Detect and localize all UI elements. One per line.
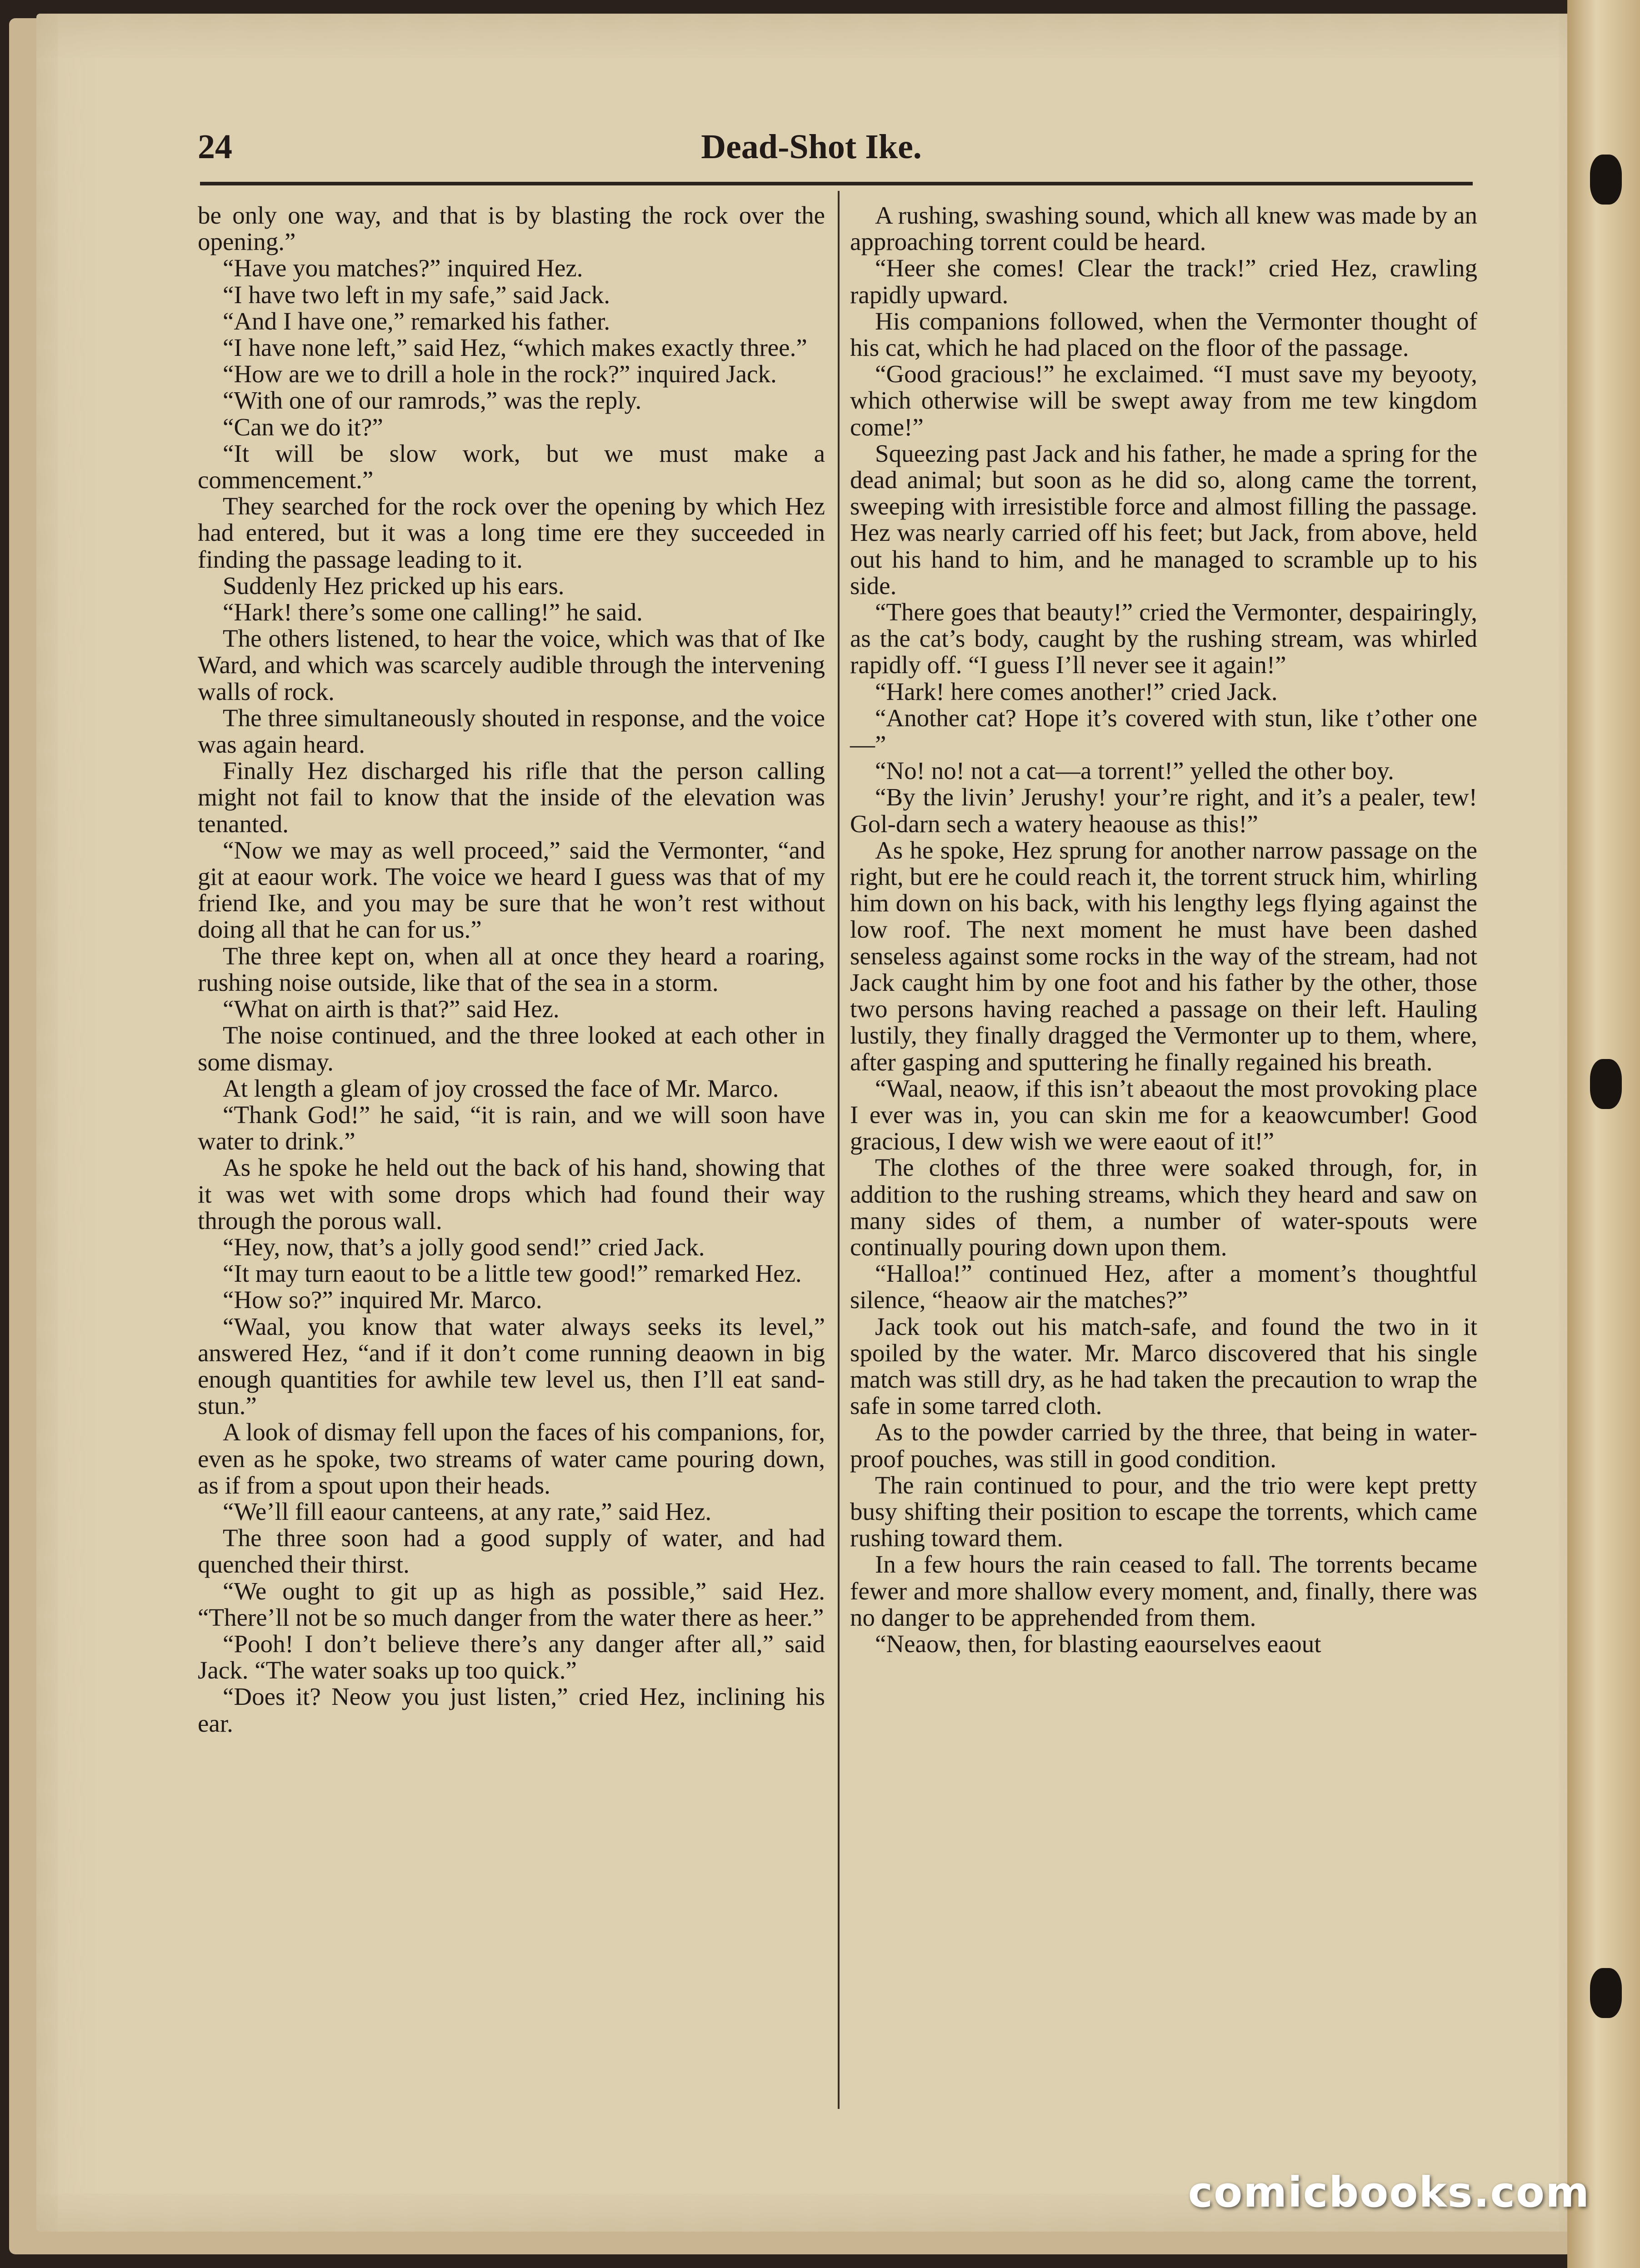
paragraph: Finally Hez discharged his rifle that the person calling might not fail to know that the inside of the elevation was tenanted. xyxy=(198,757,825,838)
paragraph: A rushing, swashing sound, which all knew was made by an approaching torrent could be heard. xyxy=(850,201,1477,256)
page-number: 24 xyxy=(198,128,232,166)
paragraph: “Good gracious!” he exclaimed. “I must save my beyooty, which otherwise will be swept away from me tew kingdom come!” xyxy=(850,360,1477,441)
paragraph: A look of dismay fell upon the faces of his companions, for, even as he spoke, two streams of water came pouring down, as if from a spout upon their heads. xyxy=(198,1418,825,1499)
paragraph: “Waal, neaow, if this isn’t abeaout the most provoking place I ever was in, you can skin me for a keaowcumber! Good gracious, I dew wish we were eaout of it!” xyxy=(850,1074,1477,1155)
paragraph: “Now we may as well proceed,” said the Vermonter, “and git at eaour work. The voice we heard I guess was that of my friend Ike, and you may be sure that he won’t rest without doing all that he can for us.” xyxy=(198,836,825,944)
paragraph: “Can we do it?” xyxy=(223,413,383,441)
paragraph: They searched for the rock over the opening by which Hez had entered, but it was a long time ere they succeeded in finding the passage leading to it. xyxy=(198,492,825,573)
paragraph: At length a gleam of joy crossed the face of Mr. Marco. xyxy=(223,1074,779,1102)
running-title: Dead-Shot Ike. xyxy=(701,128,922,166)
paragraph: “What on airth is that?” said Hez. xyxy=(223,995,560,1023)
paragraph: “Hark! there’s some one calling!” he said. xyxy=(223,598,643,626)
paragraph: “We ought to git up as high as possible,” said Hez. “There’ll not be so much danger from the water there as heer.” xyxy=(198,1577,825,1631)
paragraph: In a few hours the rain ceased to fall. The torrents became fewer and more shallow every moment, and, finally, there was no danger to be apprehended from them. xyxy=(850,1550,1477,1631)
header-rule xyxy=(200,182,1473,185)
paragraph: “Have you matches?” inquired Hez. xyxy=(223,254,583,282)
site-watermark: comicbooks.com xyxy=(1188,2168,1590,2217)
binding-hole xyxy=(1590,155,1622,205)
paragraph: The others listened, to hear the voice, which was that of Ike Ward, and which was scarcely audible through the intervening walls of rock. xyxy=(198,624,825,705)
paragraph: “Halloa!” continued Hez, after a moment’s thoughtful silence, “heaow air the matches?” xyxy=(850,1259,1477,1314)
paragraph: “It may turn eaout to be a little tew good!” remarked Hez. xyxy=(223,1259,802,1288)
paragraph: Jack took out his match-safe, and found the two in it spoiled by the water. Mr. Marco discovered that his single match was still dry, as he had taken the precaution to wrap the safe in some tarred cloth. xyxy=(850,1312,1477,1420)
binding-hole xyxy=(1590,1968,1622,2018)
paragraph: “It will be slow work, but we must make a commencement.” xyxy=(198,439,825,494)
page-header xyxy=(164,123,1459,177)
paragraph: “Pooh! I don’t believe there’s any danger after all,” said Jack. “The water soaks up too quick.” xyxy=(198,1629,825,1684)
paragraph: “With one of our ramrods,” was the reply. xyxy=(223,386,642,415)
paragraph: The noise continued, and the three looked at each other in some dismay. xyxy=(198,1021,825,1076)
paragraph: The clothes of the three were soaked through, for, in addition to the rushing streams, which they heard and saw on many sides of them, a number of water-spouts were continually pouring down upon them. xyxy=(850,1154,1477,1261)
paragraph: As to the powder carried by the three, that being in water-proof pouches, was still in good condition. xyxy=(850,1418,1477,1473)
column-divider xyxy=(838,191,840,2109)
paragraph: “How so?” inquired Mr. Marco. xyxy=(223,1286,542,1314)
paragraph: “Hark! here comes another!” cried Jack. xyxy=(875,677,1278,705)
paragraph: “Heer she comes! Clear the track!” cried Hez, crawling rapidly upward. xyxy=(850,254,1477,309)
paragraph: Squeezing past Jack and his father, he made a spring for the dead animal; but soon as he did so, along came the torrent, sweeping with irresistible force and almost filling the passage. Hez was nearly carried off his feet; but Jack, from above, held out his hand to him, and he managed to scramble up to his side. xyxy=(850,439,1477,599)
paragraph: “Does it? Neow you just listen,” cried Hez, inclining his ear. xyxy=(198,1683,825,1737)
binding-hole xyxy=(1590,1059,1622,1109)
paragraph: “Neaow, then, for blasting eaourselves eaout xyxy=(875,1629,1321,1658)
binding-spine xyxy=(1567,0,1640,2268)
paragraph: be only one way, and that is by blasting the rock over the opening.” xyxy=(198,201,825,256)
paragraph: “Waal, you know that water always seeks its level,” answered Hez, “and if it don’t come running deaown in big enough quantities for awhile tew level us, then I’ll eat sand-stun.” xyxy=(198,1312,825,1420)
paragraph: “I have two left in my safe,” said Jack. xyxy=(223,280,610,309)
paragraph: As he spoke, Hez sprung for another narrow passage on the right, but ere he could reach it, the torrent struck him, whirling him down on his back, with his lengthy legs flying against the low roof. The next moment he must have been dashed senseless against some rocks in the way of the stream, had not Jack caught him by one foot and his father by the other, those two persons having reached a passage on their left. Hauling lustily, they finally dragged the Vermonter up to them, where, after gasping and sputtering he finally regained his breath. xyxy=(850,836,1477,1076)
paragraph: “Thank God!” he said, “it is rain, and we will soon have water to drink.” xyxy=(198,1100,825,1155)
paragraph: “How are we to drill a hole in the rock?” inquired Jack. xyxy=(223,360,777,388)
left-column xyxy=(198,202,825,1737)
right-column xyxy=(850,202,1477,1657)
paragraph: “By the livin’ Jerushy! your’re right, and it’s a pealer, tew! Gol-darn sech a watery heaouse as this!” xyxy=(850,783,1477,838)
paragraph: The three kept on, when all at once they heard a roaring, rushing noise outside, like that of the sea in a storm. xyxy=(198,942,825,996)
paragraph: As he spoke he held out the back of his hand, showing that it was wet with some drops which had found their way through the porous wall. xyxy=(198,1154,825,1234)
paragraph: “And I have one,” remarked his father. xyxy=(223,307,610,335)
paragraph: “Another cat? Hope it’s covered with stun, like t’other one—” xyxy=(850,704,1477,759)
paragraph: “I have none left,” said Hez, “which makes exactly three.” xyxy=(223,334,807,362)
paragraph: Suddenly Hez pricked up his ears. xyxy=(223,571,565,599)
paragraph: “Hey, now, that’s a jolly good send!” cried Jack. xyxy=(223,1233,705,1261)
paragraph: “We’ll fill eaour canteens, at any rate,” said Hez. xyxy=(223,1497,712,1525)
paragraph: “There goes that beauty!” cried the Vermonter, despairingly, as the cat’s body, caught by the rushing stream, was whirled rapidly off. “I guess I’ll never see it again!” xyxy=(850,598,1477,679)
paragraph: The three soon had a good supply of water, and had quenched their thirst. xyxy=(198,1524,825,1579)
paragraph: The three simultaneously shouted in response, and the voice was again heard. xyxy=(198,704,825,759)
paragraph: His companions followed, when the Vermonter thought of his cat, which he had placed on the floor of the passage. xyxy=(850,307,1477,362)
paragraph: “No! no! not a cat—a torrent!” yelled the other boy. xyxy=(875,757,1394,785)
paragraph: The rain continued to pour, and the trio were kept pretty busy shifting their position to escape the torrents, which came rushing toward them. xyxy=(850,1471,1477,1552)
